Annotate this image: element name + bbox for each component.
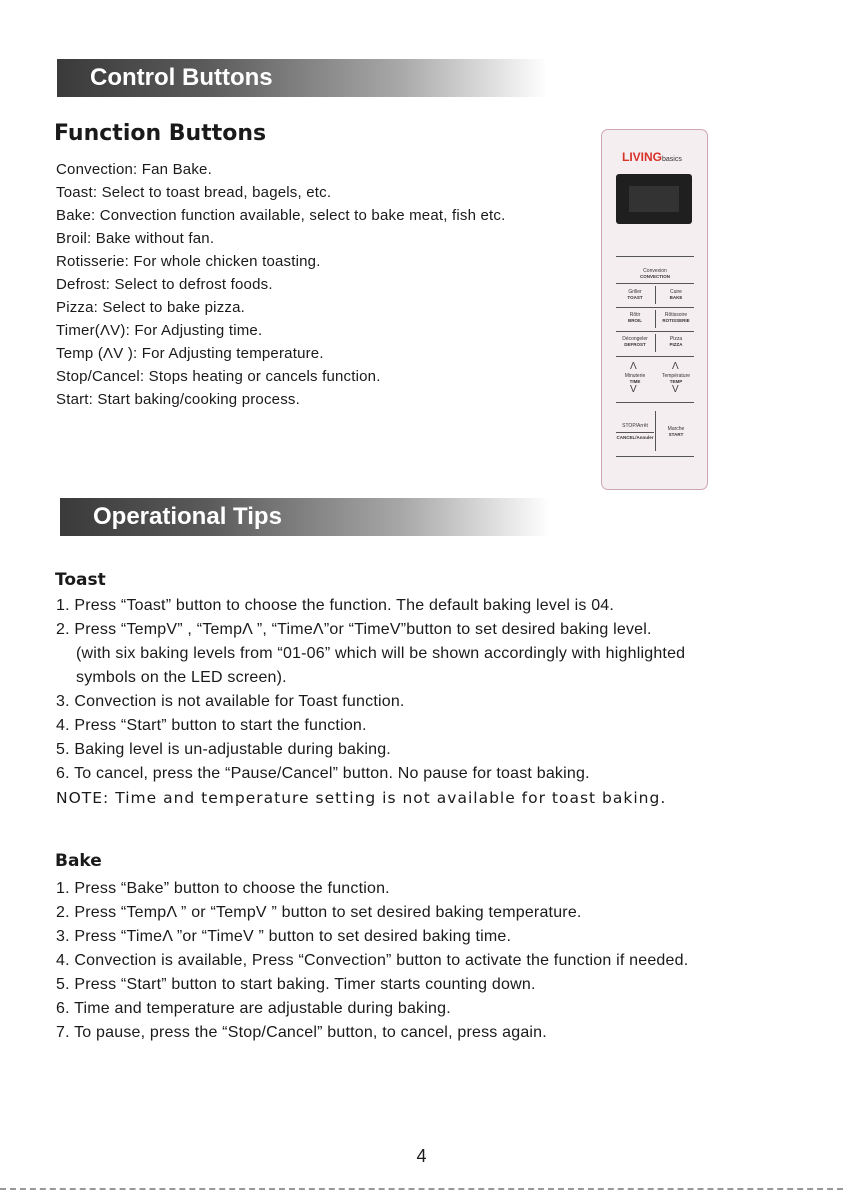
temp-down-arrow-icon: V — [672, 384, 679, 395]
bake-key: Cuire BAKE — [669, 289, 683, 300]
list-item: (with six baking levels from “01-06” which will be shown accordingly with highlighted — [76, 645, 686, 662]
convection-key: Convexion CONVECTION — [639, 268, 670, 279]
list-item: 3. Convection is not available for Toast function. — [56, 693, 405, 710]
list-item: Defrost: Select to defrost foods. — [56, 276, 273, 293]
list-item: 4. Convection is available, Press “Convection” button to activate the function if needed. — [56, 952, 689, 969]
time-down-arrow-icon: V — [630, 384, 637, 395]
list-item: Stop/Cancel: Stops heating or cancels function. — [56, 368, 381, 385]
time-up-arrow-icon: Λ — [630, 361, 637, 372]
control-buttons-banner: Control Buttons — [57, 59, 547, 97]
temp-key: Température TEMP — [661, 373, 691, 384]
stop-cancel-key: STOP/Arrêt — [622, 423, 648, 429]
brand-logo: LIVINGbasics — [622, 150, 682, 164]
broil-key: Rôtir BROIL — [628, 312, 642, 323]
rotisserie-key: Rôtissoire ROTISSERIE — [662, 312, 690, 323]
list-item: 6. Time and temperature are adjustable during baking. — [56, 1000, 451, 1017]
list-item: 6. To cancel, press the “Pause/Cancel” button. No pause for toast baking. — [56, 765, 590, 782]
bake-heading: Bake — [55, 851, 102, 871]
function-buttons-heading: Function Buttons — [54, 121, 267, 146]
list-item: Pizza: Select to bake pizza. — [56, 299, 246, 316]
list-item: 2. Press “TempV” , “TempΛ ”, “TimeΛ”or “TimeV”button to set desired baking level. — [56, 621, 652, 638]
page-divider — [0, 1188, 843, 1190]
pizza-key: Pizza PIZZA — [669, 336, 683, 347]
control-panel-illustration — [601, 129, 708, 490]
list-item: 7. To pause, press the “Stop/Cancel” button, to cancel, press again. — [56, 1024, 547, 1041]
list-item: 2. Press “TempΛ ” or “TempV ” button to set desired baking temperature. — [56, 904, 582, 921]
list-item: 5. Press “Start” button to start baking. Timer starts counting down. — [56, 976, 536, 993]
list-item: symbols on the LED screen). — [76, 669, 287, 686]
toast-note: NOTE: Time and temperature setting is not available for toast baking. — [56, 789, 667, 807]
list-item: Broil: Bake without fan. — [56, 230, 215, 247]
start-key: Marche START — [667, 426, 685, 437]
list-item: Timer(ΛV): For Adjusting time. — [56, 322, 263, 339]
bake-steps-list — [56, 877, 688, 1045]
list-item: Toast: Select to toast bread, bagels, etc. — [56, 184, 332, 201]
list-item: Bake: Convection function available, select to bake meat, fish etc. — [56, 207, 506, 224]
toast-steps-list — [56, 594, 685, 810]
list-item: 1. Press “Toast” button to choose the function. The default baking level is 04. — [56, 597, 615, 614]
operational-tips-banner: Operational Tips — [60, 498, 550, 536]
page-number: 4 — [416, 1146, 427, 1166]
toast-heading: Toast — [55, 570, 106, 590]
list-item: 5. Baking level is un-adjustable during baking. — [56, 741, 391, 758]
list-item: Rotisserie: For whole chicken toasting. — [56, 253, 321, 270]
list-item: Temp (ΛV ): For Adjusting temperature. — [56, 345, 324, 362]
list-item: Convection: Fan Bake. — [56, 161, 212, 178]
list-item: 3. Press “TimeΛ ”or “TimeV ” button to set desired baking time. — [56, 928, 512, 945]
toast-key: Griller TOAST — [627, 289, 643, 300]
list-item: Start: Start baking/cooking process. — [56, 391, 300, 408]
led-screen — [616, 174, 692, 224]
temp-up-arrow-icon: Λ — [672, 361, 679, 372]
list-item: 1. Press “Bake” button to choose the function. — [56, 880, 390, 897]
time-key: Minuterie TIME — [624, 373, 646, 384]
function-buttons-list — [56, 158, 505, 411]
defrost-key: Décongeler DEFROST — [622, 336, 648, 347]
list-item: 4. Press “Start” button to start the function. — [56, 717, 367, 734]
cancel-label: CANCEL/Annuler — [616, 435, 654, 440]
